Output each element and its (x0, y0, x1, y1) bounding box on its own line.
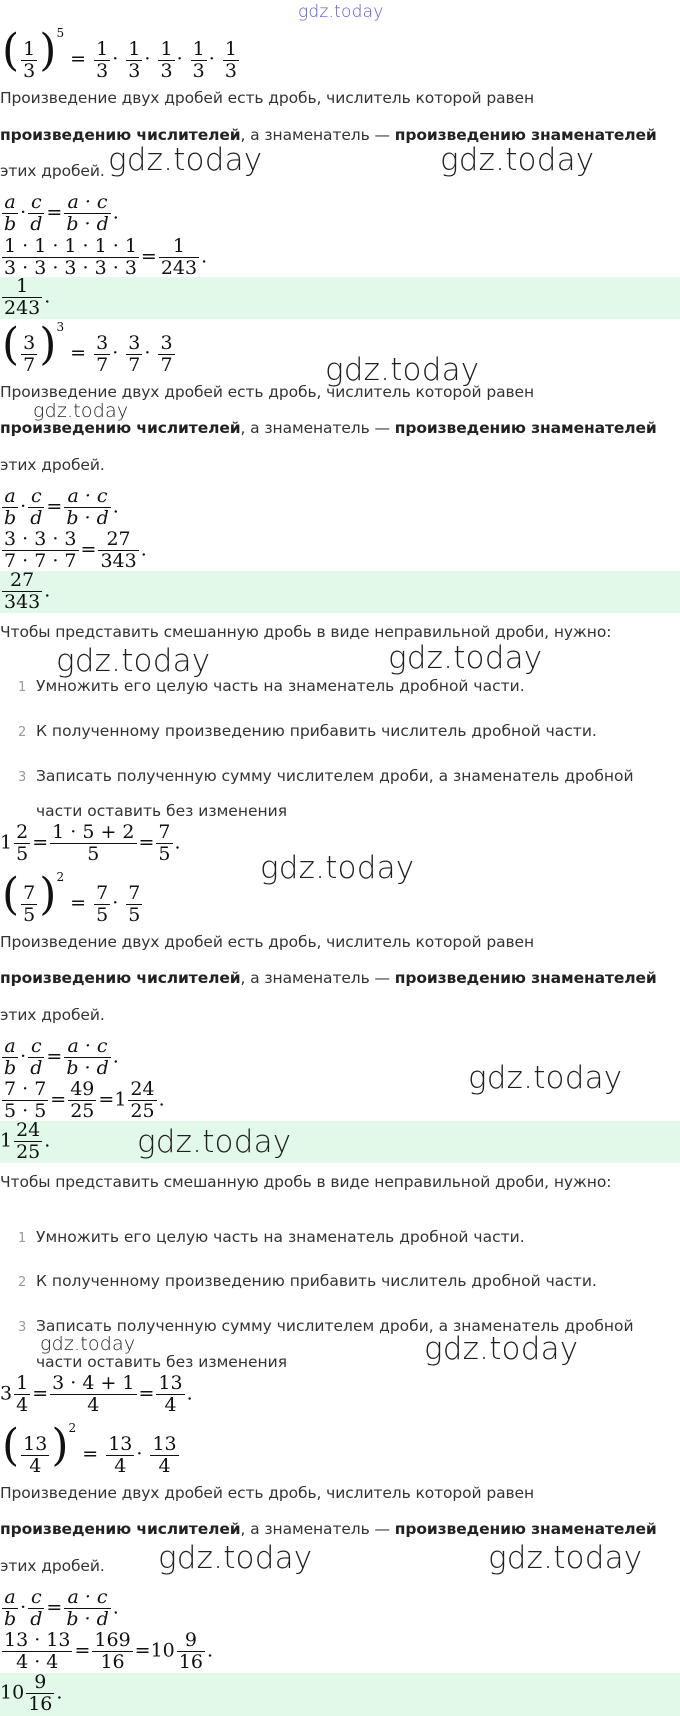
mixed-rule-step-2: 2 К полученному произведению прибавить числитель дробной части. (18, 1272, 597, 1290)
watermark: gdz.today (108, 142, 263, 178)
mixed-conversion-1: 1 $\frac{2}{5}$ = $\frac{1 \cdot 5 + 2}{5}$ = $\frac{7}{5}$ . (0, 821, 181, 865)
power-expression-1: ( $\frac{1}{3}$ )$^5$ = $\frac{1}{3}$ · $\frac{1}{3}$ · $\frac{1}{3}$ · $\frac{1}{3}$ · $\frac{1}{3}$ (2, 25, 237, 82)
power-expression-3: ( $\frac{7}{5}$ )$^2$ = $\frac{7}{5}$ · $\frac{7}{5}$ (2, 869, 141, 926)
mixed-conversion-2: 3 $\frac{1}{4}$ = $\frac{3 \cdot 4 + 1}{4}$ = $\frac{13}{4}$ . (0, 1372, 193, 1416)
mixed-rule-intro: Чтобы представить смешанную дробь в виде неправильной дроби, нужно: (0, 1173, 612, 1191)
rule-line-2: произведению числителей, а знаменатель — произведению знаменателей (0, 419, 657, 437)
watermark: gdz.today (260, 850, 415, 886)
watermark: gdz.today (40, 1333, 136, 1355)
mixed-rule-step-3-cont: части оставить без изменения (36, 802, 288, 820)
rule-line-1: Произведение двух дробей есть дробь, числитель которой равен (0, 1484, 534, 1502)
watermark: gdz.today (325, 352, 480, 388)
rule-line-3: этих дробей. (0, 456, 105, 474)
computation-1: $\frac{1 \cdot 1 \cdot 1 \cdot 1 \cdot 1}{3 \cdot 3 \cdot 3 \cdot 3 \cdot 3}$ = $\frac{1}{243}$ . (4, 235, 208, 279)
power-expression-2: ( $\frac{3}{7}$ )$^3$ = $\frac{3}{7}$ · $\frac{3}{7}$ · $\frac{3}{7}$ (2, 319, 173, 376)
mixed-rule-step-3-cont: части оставить без изменения (36, 1353, 288, 1371)
mixed-rule-step-1: 1 Умножить его целую часть на знаменатель дробной части. (18, 677, 525, 695)
watermark: gdz.today (488, 1540, 643, 1576)
rule-line-3: этих дробей. (0, 162, 105, 180)
rule-line-1: Произведение двух дробей есть дробь, числитель которой равен (0, 383, 534, 401)
watermark: gdz.today (33, 400, 129, 422)
watermark-top: gdz.today (298, 2, 384, 22)
watermark: gdz.today (440, 142, 595, 178)
computation-3: $\frac{7 \cdot 7}{5 \cdot 5}$ = $\frac{49}{25}$ =1 $\frac{24}{25}$ . (4, 1078, 165, 1122)
answer-2: $\frac{27}{343}$ . (4, 569, 51, 613)
computation-2: $\frac{3 \cdot 3 \cdot 3}{7 \cdot 7 \cdot 7}$ = $\frac{27}{343}$ . (4, 528, 147, 572)
rule-line-2: произведению числителей, а знаменатель — произведению знаменателей (0, 969, 657, 987)
multiplication-formula-2: $\frac{a}{b}$ · $\frac{c}{d}$ = $\frac{a \cdot c}{b \cdot d}$ . (4, 485, 119, 529)
watermark: gdz.today (56, 643, 211, 679)
answer-4: 10 $\frac{9}{16}$ . (0, 1671, 63, 1715)
watermark: gdz.today (158, 1540, 313, 1576)
watermark: gdz.today (424, 1331, 579, 1367)
mixed-rule-step-1: 1 Умножить его целую часть на знаменатель дробной части. (18, 1228, 525, 1246)
answer-band-1 (0, 277, 680, 319)
computation-4: $\frac{13 \cdot 13}{4 \cdot 4}$ = $\frac{169}{16}$ =10 $\frac{9}{16}$ . (4, 1629, 214, 1673)
watermark: gdz.today (468, 1060, 623, 1096)
mixed-rule-step-2: 2 К полученному произведению прибавить числитель дробной части. (18, 722, 597, 740)
rule-line-3: этих дробей. (0, 1006, 105, 1024)
mixed-rule-intro: Чтобы представить смешанную дробь в виде неправильной дроби, нужно: (0, 623, 612, 641)
multiplication-formula-4: $\frac{a}{b}$ · $\frac{c}{d}$ = $\frac{a \cdot c}{b \cdot d}$ . (4, 1586, 119, 1630)
answer-band-3 (0, 1121, 680, 1163)
multiplication-formula-1: $\frac{a}{b}$ · $\frac{c}{d}$ = $\frac{a \cdot c}{b \cdot d}$ . (4, 191, 119, 235)
mixed-rule-step-3: 3 Записать полученную сумму числителем дроби, а знаменатель дробной (18, 767, 634, 785)
rule-line-2: произведению числителей, а знаменатель — произведению знаменателей (0, 126, 657, 144)
watermark: gdz.today (388, 640, 543, 676)
rule-line-2: произведению числителей, а знаменатель — произведению знаменателей (0, 1520, 657, 1538)
answer-band-4 (0, 1673, 680, 1716)
multiplication-formula-3: $\frac{a}{b}$ · $\frac{c}{d}$ = $\frac{a \cdot c}{b \cdot d}$ . (4, 1035, 119, 1079)
power-expression-4: ( $\frac{13}{4}$ )$^2$ = $\frac{13}{4}$ · $\frac{13}{4}$ (2, 1420, 177, 1477)
answer-band-2 (0, 571, 680, 613)
mixed-rule-step-3: 3 Записать полученную сумму числителем дроби, а знаменатель дробной (18, 1317, 634, 1335)
watermark: gdz.today (137, 1124, 292, 1160)
rule-line-3: этих дробей. (0, 1557, 105, 1575)
rule-line-1: Произведение двух дробей есть дробь, числитель которой равен (0, 933, 534, 951)
answer-1: $\frac{1}{243}$ . (4, 275, 51, 319)
answer-3: 1 $\frac{24}{25}$ . (0, 1119, 51, 1163)
rule-line-1: Произведение двух дробей есть дробь, числитель которой равен (0, 89, 534, 107)
